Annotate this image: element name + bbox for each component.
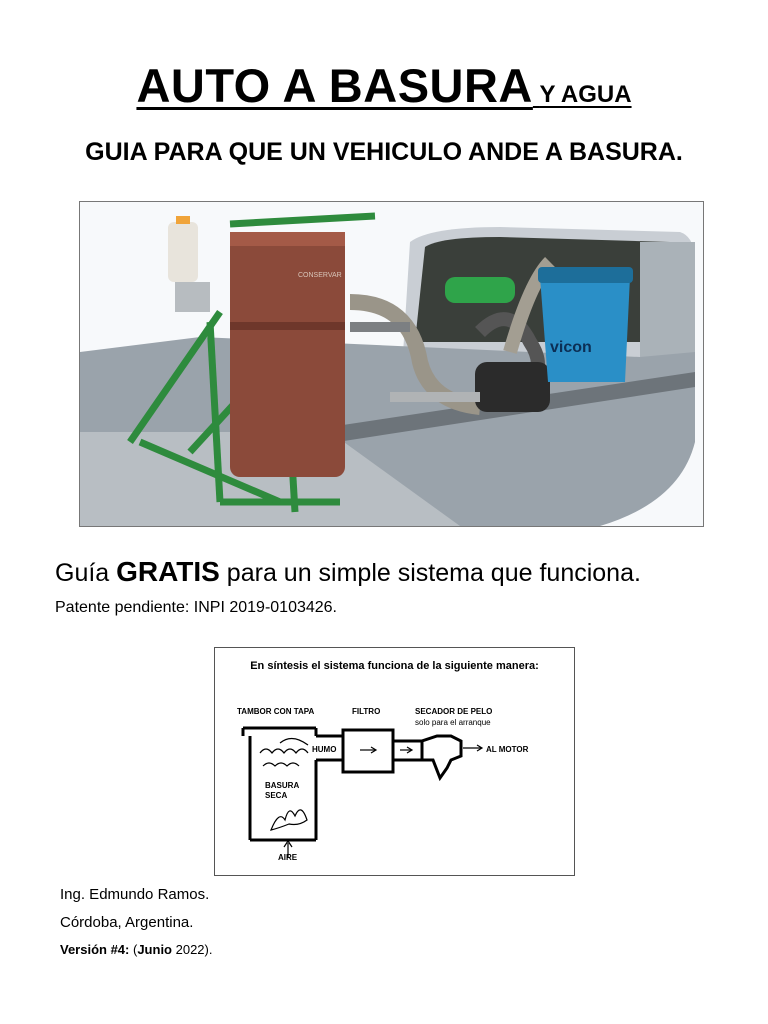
- version-open: (: [129, 942, 138, 957]
- label-dryer-note: solo para el arranque: [415, 718, 491, 727]
- title-suffix: [533, 81, 632, 108]
- author-name: Ing. Edmundo Ramos.: [60, 886, 210, 903]
- diagram-heading: En síntesis el sistema funciona de la siguiente manera:: [250, 660, 539, 672]
- label-dryer: SECADOR DE PELO: [415, 707, 493, 716]
- tagline-prefix: Guía: [55, 559, 117, 587]
- version-info: [60, 942, 212, 957]
- label-waste-1: BASURA: [265, 781, 300, 790]
- document-title: [0, 58, 768, 113]
- label-air: AIRE: [278, 853, 298, 862]
- version-year: 2022).: [172, 942, 213, 957]
- tagline: [55, 556, 641, 588]
- diagram-drawing: [215, 648, 574, 875]
- drum-text: CONSERVAR: [298, 272, 342, 279]
- tagline-emphasis: GRATIS: [116, 556, 220, 587]
- label-filter: FILTRO: [352, 707, 381, 716]
- version-month: Junio: [137, 942, 172, 957]
- truck-illustration: [80, 202, 703, 526]
- label-drum: TAMBOR CON TAPA: [237, 707, 315, 716]
- label-motor: AL MOTOR: [486, 745, 529, 754]
- truck-photo: [79, 201, 704, 527]
- version-label: Versión #4:: [60, 942, 130, 957]
- document-subtitle: GUIA PARA QUE UN VEHICULO ANDE A BASURA.: [85, 138, 683, 166]
- bucket-text: vicon: [550, 339, 592, 356]
- title-main: AUTO A BASURA: [136, 59, 533, 112]
- patent-note: Patente pendiente: INPI 2019-0103426.: [55, 599, 337, 616]
- label-smoke: HUMO: [312, 745, 337, 754]
- label-waste-2: SECA: [265, 791, 288, 800]
- author-location: Córdoba, Argentina.: [60, 914, 194, 931]
- system-diagram: [214, 647, 575, 876]
- title-suffix-text: Y AGUA: [539, 81, 632, 108]
- tagline-suffix: para un simple sistema que funciona.: [219, 559, 641, 587]
